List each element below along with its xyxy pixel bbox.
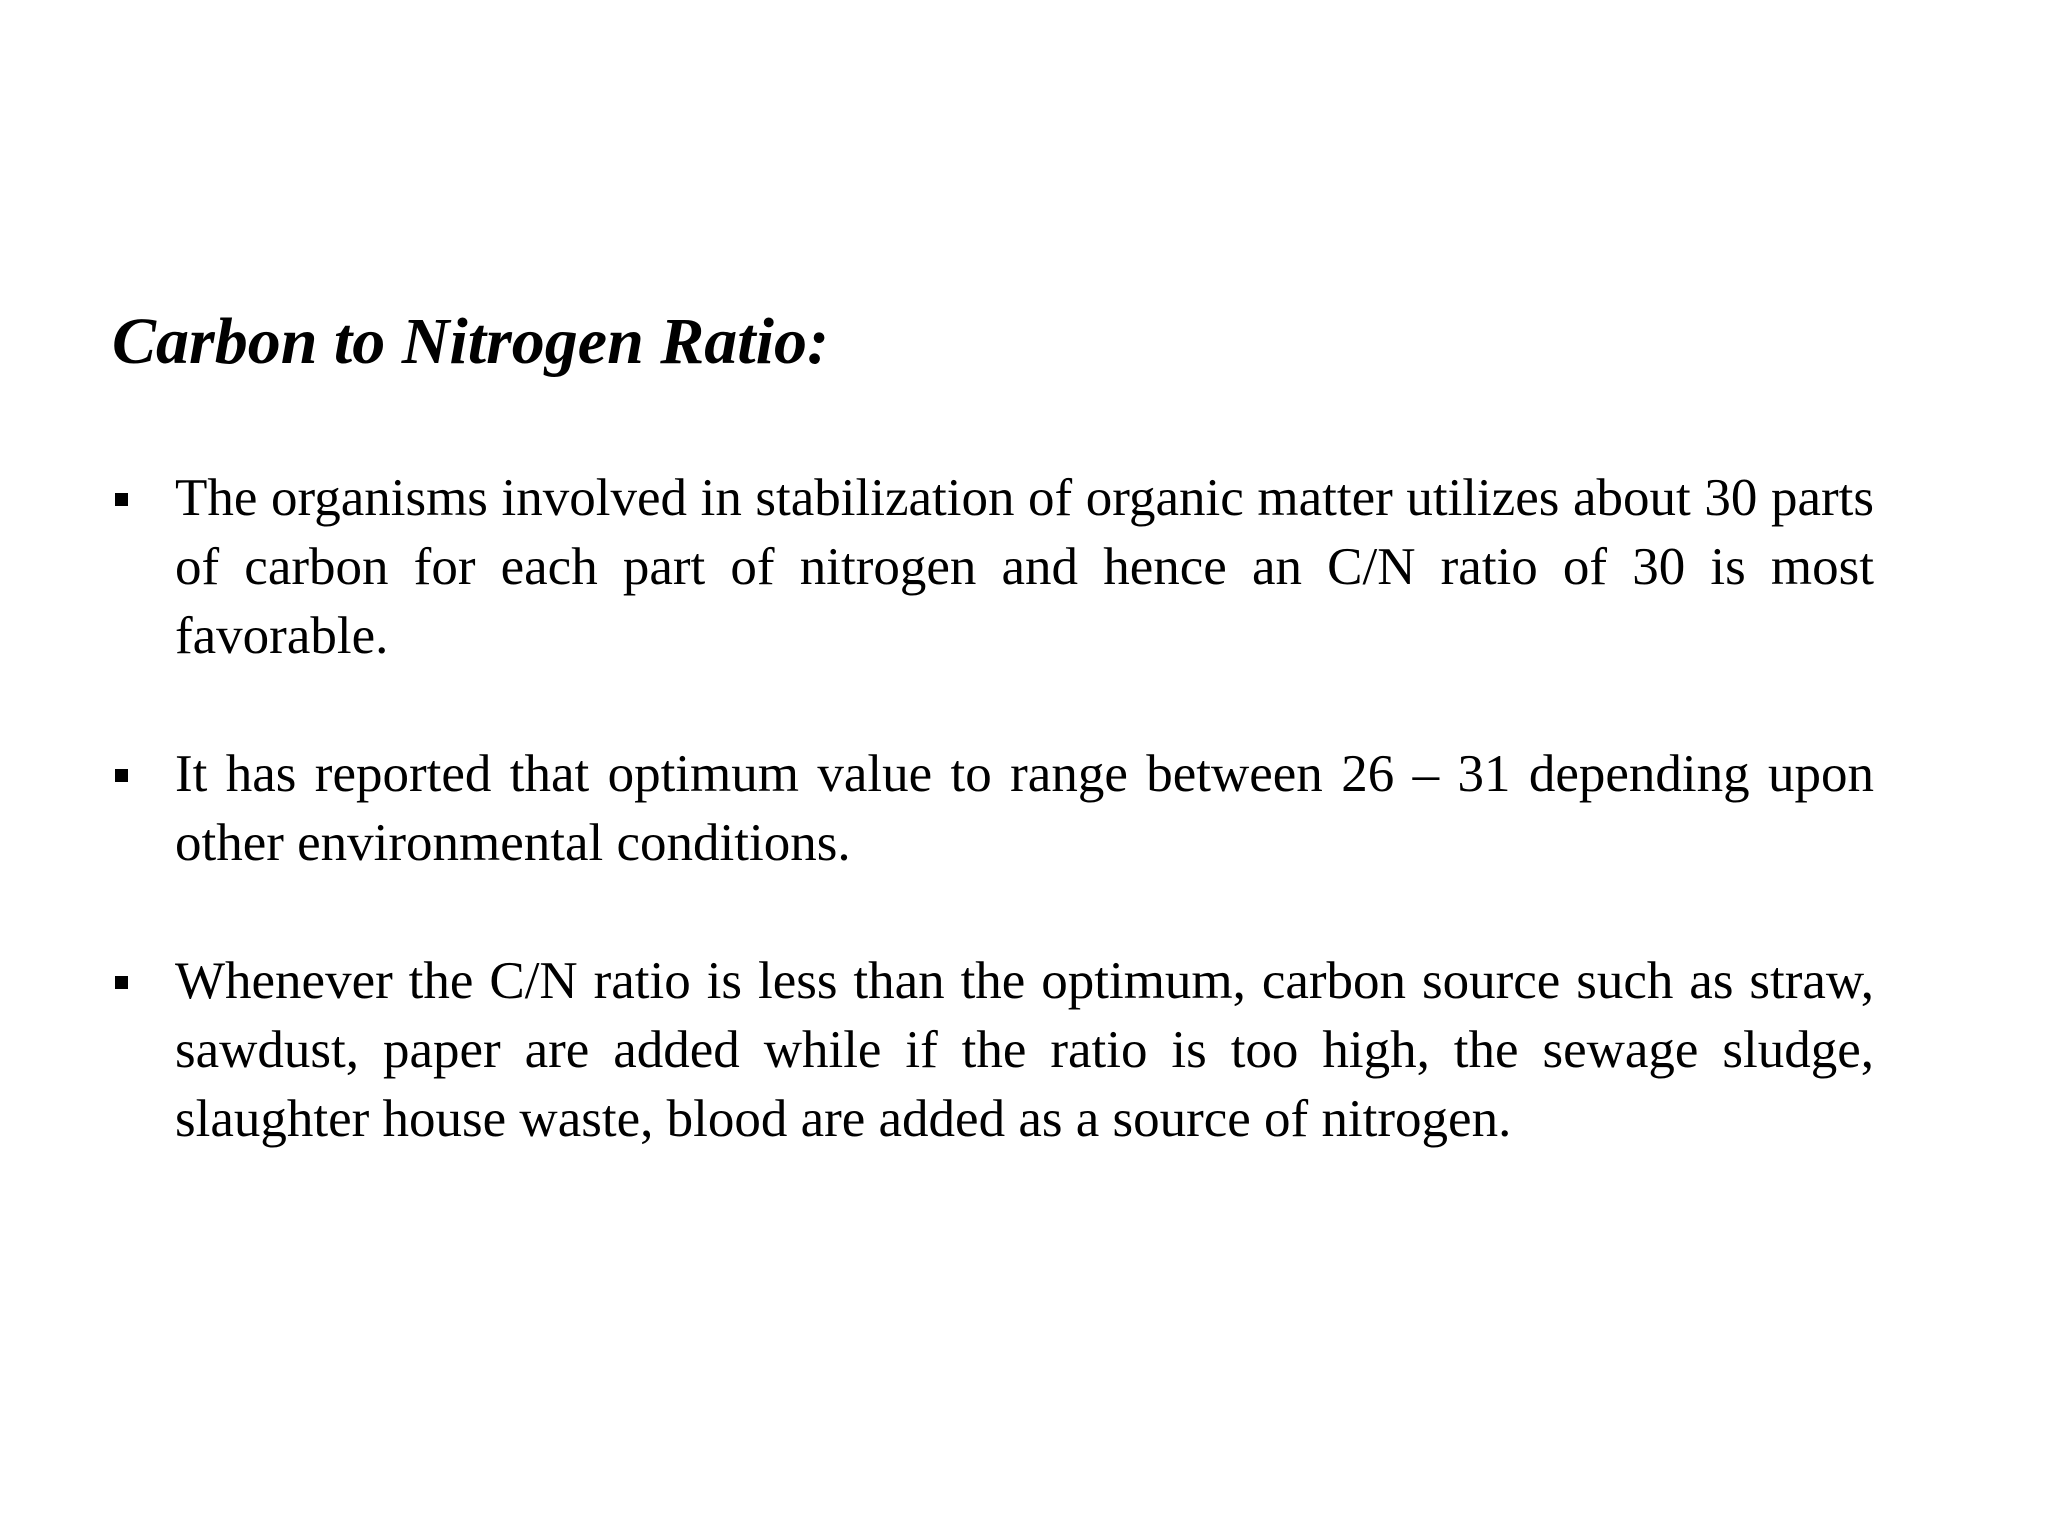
bullet-text: It has reported that optimum value to range between 26 – 31 depending upon other environmental conditions. [175,745,1874,872]
bullet-item [112,947,1874,1154]
square-bullet-icon [115,976,128,989]
bullet-list [112,464,1874,1223]
bullet-item [112,464,1874,671]
square-bullet-icon [115,493,128,506]
square-bullet-icon [115,769,128,782]
slide-title: Carbon to Nitrogen Ratio: [112,305,829,378]
bullet-item [112,740,1874,878]
bullet-text: The organisms involved in stabilization of organic matter utilizes about 30 parts of carbon for each part of nitrogen and hence an C/N ratio of 30 is most favorable. [175,469,1874,665]
bullet-text: Whenever the C/N ratio is less than the optimum, carbon source such as straw, sawdust, paper are added while if the ratio is too high, the sewage sludge, slaughter house waste, blood are added as a source of nitrogen. [175,952,1874,1148]
